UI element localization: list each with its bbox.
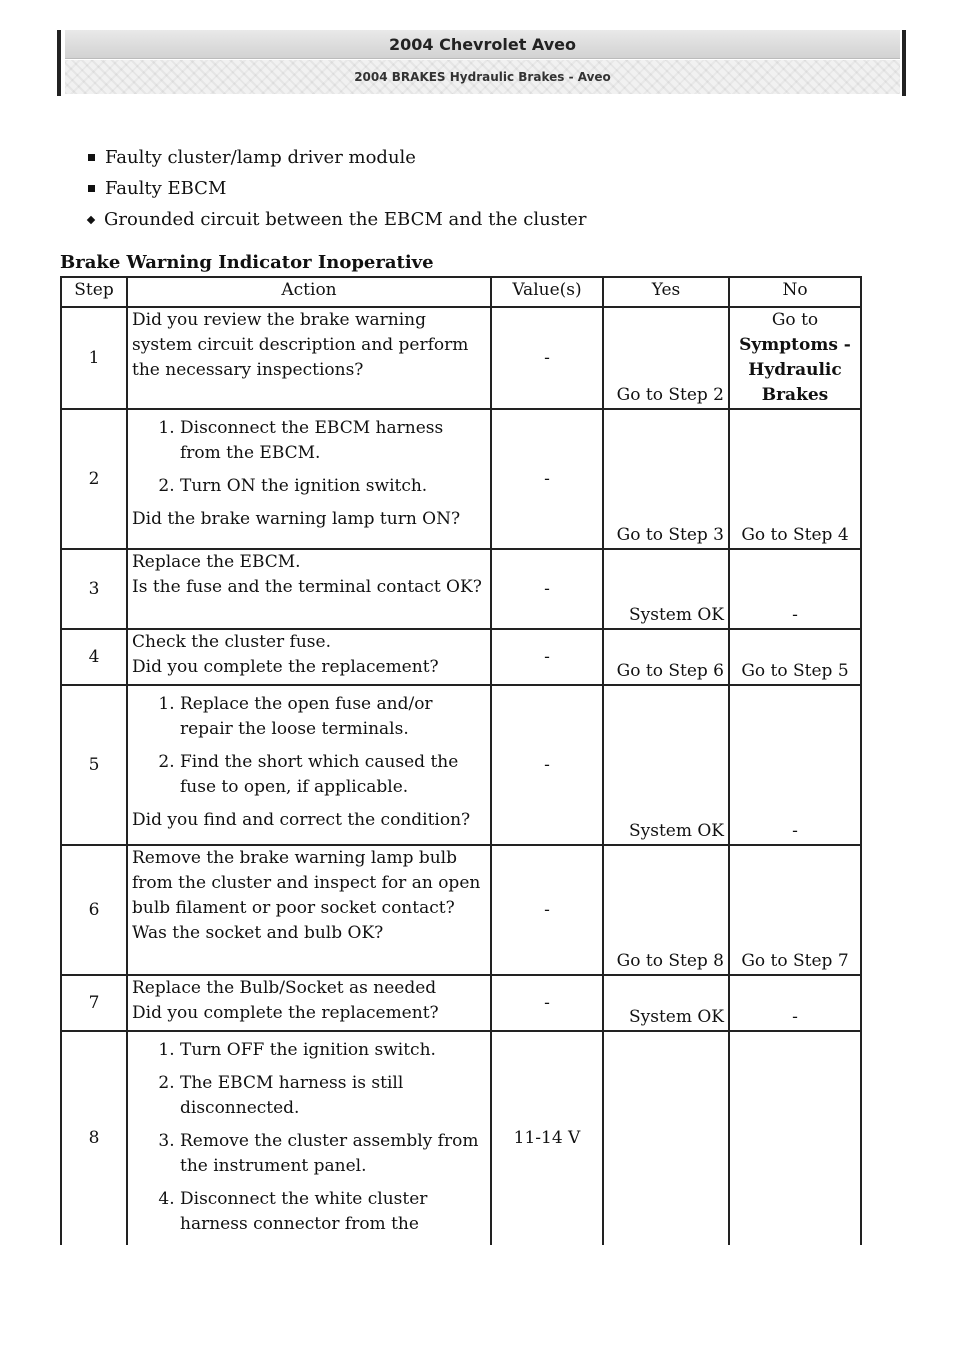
list-item: 3. Remove the cluster assembly from the instrument panel.	[180, 1129, 486, 1179]
action-steps	[132, 416, 486, 499]
action-text: Replace the EBCM.	[132, 552, 301, 572]
no-cell	[729, 1031, 861, 1245]
document-header	[65, 30, 900, 59]
list-item: Grounded circuit between the EBCM and the cluster	[88, 204, 586, 235]
no-prefix: Go to	[771, 310, 819, 330]
table-row	[61, 409, 861, 549]
step-number: 3	[61, 549, 127, 629]
yes-cell: Go to Step 3	[603, 409, 729, 549]
header-right-rule	[902, 30, 906, 96]
action-cell	[127, 1031, 491, 1245]
value-cell: -	[491, 629, 603, 685]
no-cell: -	[729, 975, 861, 1031]
action-cell	[127, 685, 491, 845]
step-number: 8	[61, 1031, 127, 1245]
yes-cell: Go to Step 8	[603, 845, 729, 975]
diamond-bullet-icon	[87, 215, 95, 223]
value-cell: -	[491, 307, 603, 409]
action-question: Did the brake warning lamp turn ON?	[132, 509, 461, 529]
value-cell: -	[491, 845, 603, 975]
yes-cell	[603, 1031, 729, 1245]
step-number: 1	[61, 307, 127, 409]
step-number: 5	[61, 685, 127, 845]
action-cell: Did you review the brake warning system circuit description and perform the necessary inspections?	[127, 307, 491, 409]
action-cell	[127, 409, 491, 549]
step-number: 6	[61, 845, 127, 975]
column-header-values: Value(s)	[491, 277, 603, 307]
list-item: 1. Disconnect the EBCM harness from the EBCM.	[180, 416, 486, 466]
no-cell	[729, 307, 861, 409]
document-subtitle: 2004 BRAKES Hydraulic Brakes - Aveo	[354, 70, 611, 84]
list-item: 2. The EBCM harness is still disconnected.	[180, 1071, 486, 1121]
table-header-row	[61, 277, 861, 307]
action-question: Was the socket and bulb OK?	[132, 923, 384, 943]
value-cell: -	[491, 549, 603, 629]
document-subheader	[65, 60, 900, 94]
table-row	[61, 975, 861, 1031]
table-row	[61, 629, 861, 685]
step-number: 7	[61, 975, 127, 1031]
no-cell: -	[729, 549, 861, 629]
value-cell: 11-14 V	[491, 1031, 603, 1245]
step-number: 4	[61, 629, 127, 685]
yes-cell: Go to Step 2	[603, 307, 729, 409]
action-text: Remove the brake warning lamp bulb from the cluster and inspect for an open bulb filament or poor socket contact?	[132, 848, 481, 918]
action-question: Did you find and correct the condition?	[132, 810, 471, 830]
no-cell: -	[729, 685, 861, 845]
column-header-step: Step	[61, 277, 127, 307]
action-cell	[127, 629, 491, 685]
list-item: 1. Turn OFF the ignition switch.	[180, 1038, 486, 1063]
list-item: 1. Replace the open fuse and/or repair the loose terminals.	[180, 692, 486, 742]
section-title: Brake Warning Indicator Inoperative	[60, 252, 434, 273]
header-left-rule	[57, 30, 61, 96]
value-cell: -	[491, 409, 603, 549]
action-text: Check the cluster fuse.	[132, 632, 331, 652]
column-header-yes: Yes	[603, 277, 729, 307]
value-cell: -	[491, 685, 603, 845]
diagnostic-table	[60, 276, 862, 1245]
table-row	[61, 549, 861, 629]
action-question: Did you complete the replacement?	[132, 1003, 439, 1023]
no-cell: Go to Step 5	[729, 629, 861, 685]
table-row	[61, 685, 861, 845]
list-item: Faulty cluster/lamp driver module	[88, 142, 586, 173]
no-cell: Go to Step 4	[729, 409, 861, 549]
action-question: Did you complete the replacement?	[132, 657, 439, 677]
value-cell: -	[491, 975, 603, 1031]
action-cell	[127, 975, 491, 1031]
table-row	[61, 307, 861, 409]
step-number: 2	[61, 409, 127, 549]
column-header-action: Action	[127, 277, 491, 307]
table-row	[61, 845, 861, 975]
cause-list	[88, 142, 586, 235]
list-item: 2. Turn ON the ignition switch.	[180, 474, 486, 499]
yes-cell: System OK	[603, 685, 729, 845]
action-text: Replace the Bulb/Socket as needed	[132, 978, 437, 998]
table-row	[61, 1031, 861, 1245]
yes-cell: Go to Step 6	[603, 629, 729, 685]
action-steps	[132, 1038, 486, 1237]
list-item: 2. Find the short which caused the fuse to open, if applicable.	[180, 750, 486, 800]
no-cell: Go to Step 7	[729, 845, 861, 975]
square-bullet-icon	[88, 154, 95, 161]
action-steps	[132, 692, 486, 800]
action-question: Is the fuse and the terminal contact OK?	[132, 577, 482, 597]
list-item: 4. Disconnect the white cluster harness connector from the	[180, 1187, 486, 1237]
action-cell	[127, 845, 491, 975]
column-header-no: No	[729, 277, 861, 307]
square-bullet-icon	[88, 185, 95, 192]
yes-cell: System OK	[603, 549, 729, 629]
action-cell	[127, 549, 491, 629]
yes-cell: System OK	[603, 975, 729, 1031]
list-item: Faulty EBCM	[88, 173, 586, 204]
symptoms-link[interactable]: Symptoms - Hydraulic Brakes	[739, 335, 851, 405]
document-title: 2004 Chevrolet Aveo	[388, 34, 577, 54]
